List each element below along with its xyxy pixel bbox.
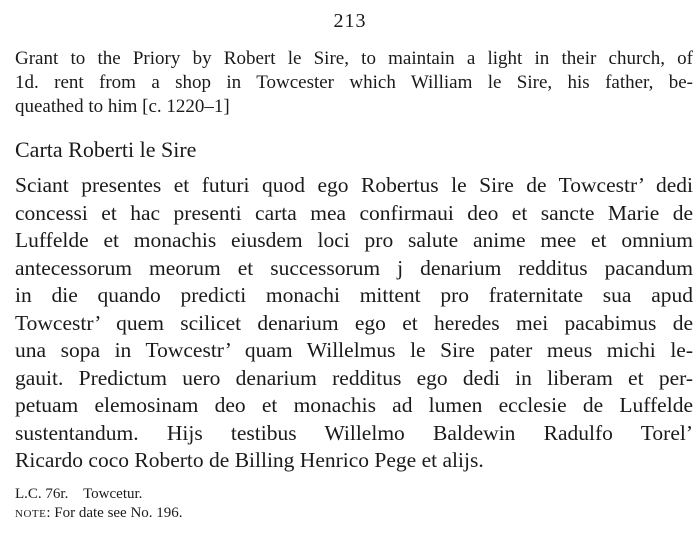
charter-line: Sciant presentes et futuri quod ego Robertus le Sire de Towcestr’ dedi (15, 173, 693, 197)
footnotes (15, 485, 183, 523)
charter-line: antecessorum meorum et successorum j denarium redditus pacandum (15, 255, 693, 280)
source-reference: L.C. 76r. Towcetur. (15, 486, 143, 502)
charter-line: Luffelde et monachis eiusdem loci pro salute anime mee et omnium (15, 228, 693, 252)
note-label: note (15, 505, 47, 521)
page-number: 213 (333, 10, 367, 32)
charter-line: concessi et hac presenti carta mea confirmaui deo et sancte Marie de (15, 200, 693, 225)
summary-line: Grant to the Priory by Robert le Sire, to maintain a light in their church, of (15, 48, 693, 69)
charter-line: Ricardo coco Roberto de Billing Henrico Pege et alijs. (15, 448, 484, 472)
summary-line: 1d. rent from a shop in Towcester which William le Sire, his father, be- (15, 72, 693, 93)
charter-line: gauit. Predictum uero denarium redditus ego dedi in liberam et per- (15, 365, 693, 390)
charter-line: una sopa in Towcestr’ quam Willelmus le Sire pater meus michi le- (15, 338, 693, 362)
charter-title: Carta Roberti le Sire (15, 137, 197, 162)
charter-line: Towcestr’ quem scilicet denarium ego et heredes mei pacabimus de (15, 310, 693, 335)
charter-text (15, 172, 693, 475)
summary-line: queathed to him [c. 1220–1] (15, 96, 230, 117)
charter-summary (15, 47, 693, 119)
date-note (15, 504, 183, 523)
note-text: : For date see No. 196. (46, 505, 183, 521)
charter-line: in die quando predicti monachi mittent pro fraternitate sua apud (15, 283, 693, 307)
charter-line: petuam elemosinam deo et monachis ad lumen ecclesie de Luffelde (15, 393, 693, 417)
charter-line: sustentandum. Hijs testibus Willelmo Baldewin Radulfo Torel’ (15, 420, 693, 445)
